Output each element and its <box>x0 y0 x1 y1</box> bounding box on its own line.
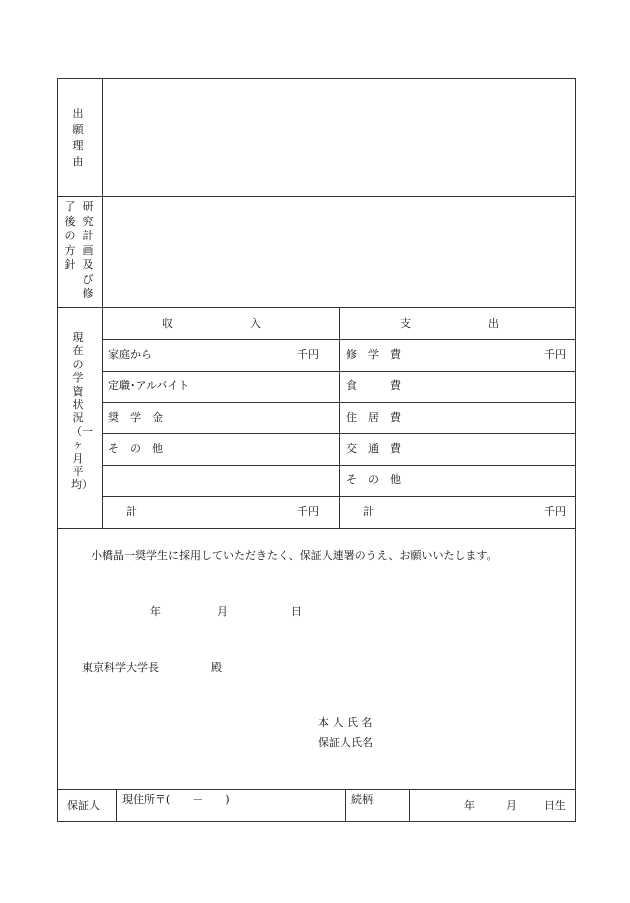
expense-row-label: そ の 他 <box>346 473 401 486</box>
birth-day-label: 日生 <box>544 799 566 812</box>
divider <box>57 528 576 529</box>
divider <box>339 307 340 528</box>
birth-year-label: 年 <box>464 799 475 812</box>
income-row-label: 定職･アルバイト <box>108 379 190 392</box>
expense-row-unit: 千円 <box>544 348 566 361</box>
research-plan-label-line2: 了後の方針 <box>64 200 76 271</box>
divider <box>116 789 117 822</box>
income-row-unit: 千円 <box>297 348 319 361</box>
income-header: 収 入 <box>162 317 261 330</box>
guarantor-name-label: 保証人氏名 <box>318 736 373 749</box>
expense-total-label: 計 <box>363 505 374 518</box>
guarantor-label: 保証人 <box>67 799 100 812</box>
application-reason-input[interactable] <box>103 79 575 195</box>
expense-header: 支 出 <box>400 317 499 330</box>
divider <box>345 789 346 822</box>
research-plan-input[interactable] <box>103 197 575 306</box>
expense-row-label: 修 学 費 <box>346 348 401 361</box>
income-row-label: 奨 学 金 <box>108 411 163 424</box>
expense-total-unit: 千円 <box>544 505 566 518</box>
income-total-label: 計 <box>126 505 137 518</box>
date-month-label: 月 <box>217 605 228 618</box>
addressee: 東京科学大学長 <box>82 661 159 674</box>
income-row-label: 家庭から <box>108 348 152 361</box>
expense-row-label: 交 通 費 <box>346 442 401 455</box>
date-year-label: 年 <box>150 605 161 618</box>
guarantor-address-label: 現住所〒( － ) <box>122 793 230 806</box>
research-plan-label-line1: 研究計画及び修 <box>82 200 94 300</box>
honorific: 殿 <box>211 661 222 674</box>
divider <box>57 307 576 308</box>
guarantor-relation-label: 続柄 <box>351 793 373 806</box>
divider <box>57 789 576 790</box>
finance-status-label: 現在の学資状況（一ヶ月平均） <box>71 331 93 492</box>
date-day-label: 日 <box>291 605 302 618</box>
divider <box>409 789 410 822</box>
income-total-unit: 千円 <box>297 505 319 518</box>
birth-month-label: 月 <box>506 799 517 812</box>
expense-row-label: 食 費 <box>346 379 401 392</box>
application-reason-label: 出願理由 <box>72 107 84 168</box>
income-row-label: そ の 他 <box>108 442 163 455</box>
applicant-name-label: 本 人 氏 名 <box>318 716 373 729</box>
expense-row-label: 住 居 費 <box>346 411 401 424</box>
declaration-statement: 小橋晶一奨学生に採用していただきたく、保証人連署のうえ、お願いいたします。 <box>91 549 498 562</box>
